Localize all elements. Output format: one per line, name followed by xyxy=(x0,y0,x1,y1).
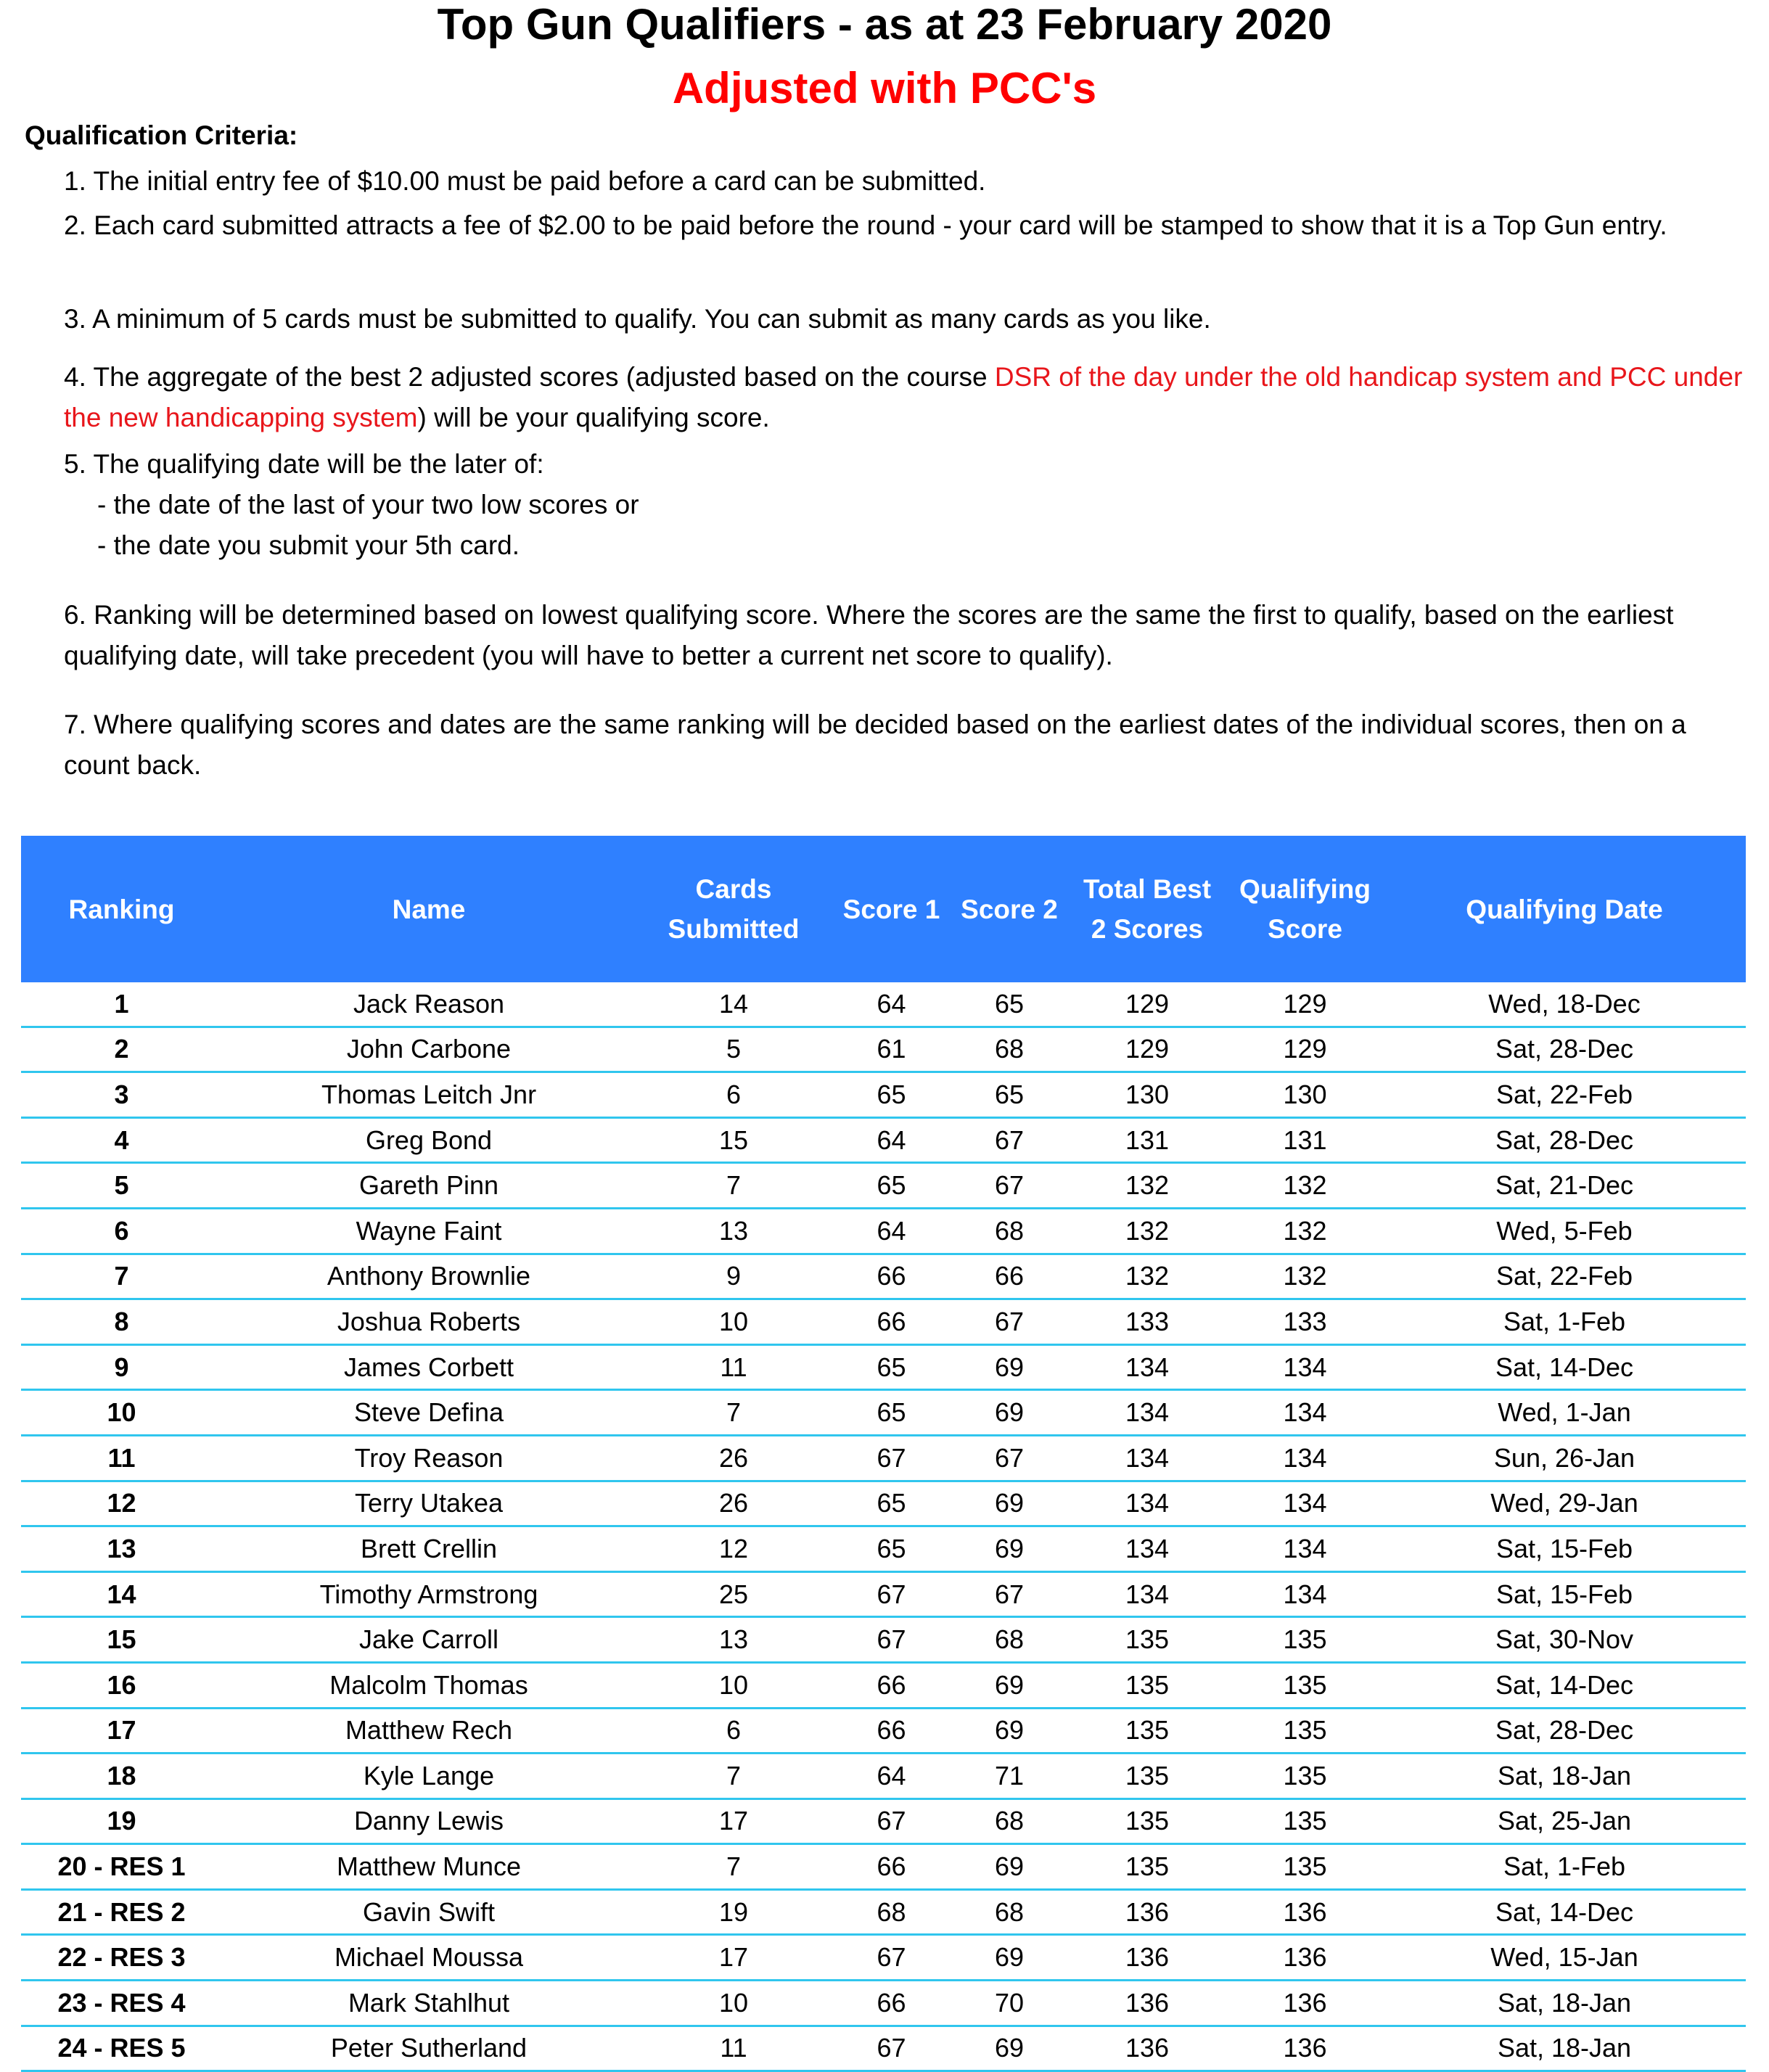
cell-cards-submitted: 26 xyxy=(636,1435,832,1481)
cell-qualifying-score: 134 xyxy=(1227,1571,1383,1617)
cell-name: Jake Carroll xyxy=(222,1617,636,1663)
cell-name: John Carbone xyxy=(222,1027,636,1072)
cell-cards-submitted: 14 xyxy=(636,982,832,1027)
table-row xyxy=(21,2026,1746,2071)
cell-cards-submitted: 9 xyxy=(636,1254,832,1299)
cell-total-best: 132 xyxy=(1067,1163,1227,1209)
cell-score-1: 66 xyxy=(832,1981,951,2026)
cell-score-2: 67 xyxy=(951,1163,1067,1209)
table-row xyxy=(21,1163,1746,1209)
cell-name: Anthony Brownlie xyxy=(222,1254,636,1299)
cell-cards-submitted: 10 xyxy=(636,1299,832,1345)
cell-total-best: 131 xyxy=(1067,1117,1227,1163)
cell-name: Timothy Armstrong xyxy=(222,1571,636,1617)
table-row xyxy=(21,1208,1746,1254)
criteria-item-5a: - the date of the last of your two low scores or xyxy=(97,490,639,519)
cell-score-1: 65 xyxy=(832,1526,951,1572)
cell-ranking: 6 xyxy=(21,1208,222,1254)
cell-name: Steve Defina xyxy=(222,1390,636,1436)
header-ranking: Ranking xyxy=(21,836,222,982)
cell-total-best: 134 xyxy=(1067,1435,1227,1481)
table-row xyxy=(21,982,1746,1027)
header-qualifying-date: Qualifying Date xyxy=(1383,836,1746,982)
cell-qualifying-score: 134 xyxy=(1227,1481,1383,1526)
cell-total-best: 129 xyxy=(1067,982,1227,1027)
cell-score-2: 69 xyxy=(951,1526,1067,1572)
cell-name: Peter Sutherland xyxy=(222,2026,636,2071)
cell-score-1: 67 xyxy=(832,1935,951,1981)
cell-qualifying-score: 134 xyxy=(1227,1526,1383,1572)
cell-qualifying-score: 135 xyxy=(1227,1708,1383,1754)
cell-cards-submitted: 5 xyxy=(636,1027,832,1072)
cell-total-best: 134 xyxy=(1067,1526,1227,1572)
table-row xyxy=(21,1435,1746,1481)
cell-cards-submitted: 25 xyxy=(636,1571,832,1617)
cell-qualifying-score: 135 xyxy=(1227,1662,1383,1708)
criteria-item-4-highlight: DSR of the day under the old handicap system and PCC under the new handicapping system xyxy=(64,362,1743,432)
cell-score-2: 65 xyxy=(951,982,1067,1027)
table-row xyxy=(21,1662,1746,1708)
cell-qualifying-date: Sat, 28-Dec xyxy=(1383,1708,1746,1754)
cell-cards-submitted: 11 xyxy=(636,1344,832,1390)
cell-score-1: 65 xyxy=(832,1072,951,1118)
cell-name: Malcolm Thomas xyxy=(222,1662,636,1708)
cell-score-2: 68 xyxy=(951,1208,1067,1254)
cell-total-best: 132 xyxy=(1067,1254,1227,1299)
cell-qualifying-score: 136 xyxy=(1227,1981,1383,2026)
cell-total-best: 135 xyxy=(1067,1617,1227,1663)
cell-total-best: 134 xyxy=(1067,1571,1227,1617)
criteria-item-1: 1. The initial entry fee of $10.00 must be paid before a card can be submitted. xyxy=(64,166,986,196)
cell-ranking: 8 xyxy=(21,1299,222,1345)
cell-ranking: 15 xyxy=(21,1617,222,1663)
cell-ranking: 23 - RES 4 xyxy=(21,1981,222,2026)
cell-cards-submitted: 6 xyxy=(636,1708,832,1754)
table-row xyxy=(21,1344,1746,1390)
table-row xyxy=(21,1072,1746,1118)
cell-ranking: 13 xyxy=(21,1526,222,1572)
cell-qualifying-date: Sun, 26-Jan xyxy=(1383,1435,1746,1481)
cell-name: Brett Crellin xyxy=(222,1526,636,1572)
cell-qualifying-date: Sat, 18-Jan xyxy=(1383,2026,1746,2071)
table-row xyxy=(21,1117,1746,1163)
table-row xyxy=(21,1708,1746,1754)
cell-qualifying-date: Sat, 15-Feb xyxy=(1383,1571,1746,1617)
page-subtitle: Adjusted with PCC's xyxy=(672,64,1097,112)
cell-name: Danny Lewis xyxy=(222,1798,636,1844)
table-body xyxy=(21,982,1746,2071)
cell-cards-submitted: 19 xyxy=(636,1889,832,1935)
cell-name: Gavin Swift xyxy=(222,1889,636,1935)
cell-name: Mark Stahlhut xyxy=(222,1981,636,2026)
cell-ranking: 2 xyxy=(21,1027,222,1072)
cell-total-best: 129 xyxy=(1067,1027,1227,1072)
cell-qualifying-score: 135 xyxy=(1227,1754,1383,1799)
cell-qualifying-score: 134 xyxy=(1227,1344,1383,1390)
cell-qualifying-score: 131 xyxy=(1227,1117,1383,1163)
cell-score-1: 67 xyxy=(832,2026,951,2071)
cell-score-1: 67 xyxy=(832,1617,951,1663)
cell-score-2: 67 xyxy=(951,1299,1067,1345)
cell-score-2: 66 xyxy=(951,1254,1067,1299)
cell-qualifying-date: Sat, 21-Dec xyxy=(1383,1163,1746,1209)
cell-cards-submitted: 26 xyxy=(636,1481,832,1526)
cell-qualifying-date: Sat, 15-Feb xyxy=(1383,1526,1746,1572)
cell-ranking: 16 xyxy=(21,1662,222,1708)
cell-name: Terry Utakea xyxy=(222,1481,636,1526)
cell-score-1: 65 xyxy=(832,1163,951,1209)
cell-ranking: 19 xyxy=(21,1798,222,1844)
cell-cards-submitted: 15 xyxy=(636,1117,832,1163)
table-row xyxy=(21,1027,1746,1072)
table-header-row xyxy=(21,836,1746,982)
table-row xyxy=(21,1844,1746,1890)
cell-ranking: 21 - RES 2 xyxy=(21,1889,222,1935)
cell-qualifying-score: 134 xyxy=(1227,1390,1383,1436)
cell-total-best: 135 xyxy=(1067,1798,1227,1844)
cell-qualifying-score: 129 xyxy=(1227,1027,1383,1072)
cell-cards-submitted: 10 xyxy=(636,1981,832,2026)
cell-name: Jack Reason xyxy=(222,982,636,1027)
cell-score-2: 69 xyxy=(951,1390,1067,1436)
cell-score-2: 69 xyxy=(951,2026,1067,2071)
page-title: Top Gun Qualifiers - as at 23 February 2020 xyxy=(437,0,1332,49)
header-qualifying-score: Qualifying Score xyxy=(1227,836,1383,982)
cell-qualifying-date: Sat, 28-Dec xyxy=(1383,1027,1746,1072)
cell-qualifying-date: Sat, 22-Feb xyxy=(1383,1072,1746,1118)
cell-ranking: 14 xyxy=(21,1571,222,1617)
cell-name: Joshua Roberts xyxy=(222,1299,636,1345)
criteria-item-4-text-end: ) will be your qualifying score. xyxy=(417,403,770,432)
cell-total-best: 134 xyxy=(1067,1390,1227,1436)
cell-total-best: 136 xyxy=(1067,1935,1227,1981)
cell-qualifying-date: Wed, 5-Feb xyxy=(1383,1208,1746,1254)
criteria-item-4 xyxy=(64,357,1747,438)
table-row xyxy=(21,1481,1746,1526)
cell-cards-submitted: 13 xyxy=(636,1617,832,1663)
cell-qualifying-score: 132 xyxy=(1227,1163,1383,1209)
table-row xyxy=(21,1526,1746,1572)
cell-ranking: 9 xyxy=(21,1344,222,1390)
cell-name: Michael Moussa xyxy=(222,1935,636,1981)
cell-name: Kyle Lange xyxy=(222,1754,636,1799)
cell-score-1: 64 xyxy=(832,1754,951,1799)
cell-score-2: 69 xyxy=(951,1708,1067,1754)
cell-name: James Corbett xyxy=(222,1344,636,1390)
cell-name: Thomas Leitch Jnr xyxy=(222,1072,636,1118)
cell-name: Gareth Pinn xyxy=(222,1163,636,1209)
criteria-item-2: 2. Each card submitted attracts a fee of $2.00 to be paid before the round - your card will be stamped to show that it is a Top Gun entry. xyxy=(64,210,1667,240)
table-row xyxy=(21,1571,1746,1617)
cell-name: Troy Reason xyxy=(222,1435,636,1481)
cell-qualifying-date: Wed, 1-Jan xyxy=(1383,1390,1746,1436)
table-row xyxy=(21,1889,1746,1935)
cell-ranking: 1 xyxy=(21,982,222,1027)
criteria-heading: Qualification Criteria: xyxy=(25,120,298,150)
cell-score-2: 67 xyxy=(951,1571,1067,1617)
cell-score-2: 69 xyxy=(951,1935,1067,1981)
cell-ranking: 18 xyxy=(21,1754,222,1799)
cell-score-2: 68 xyxy=(951,1798,1067,1844)
cell-ranking: 4 xyxy=(21,1117,222,1163)
cell-score-1: 64 xyxy=(832,1208,951,1254)
table-row xyxy=(21,1390,1746,1436)
cell-qualifying-date: Sat, 22-Feb xyxy=(1383,1254,1746,1299)
cell-score-1: 68 xyxy=(832,1889,951,1935)
cell-total-best: 135 xyxy=(1067,1754,1227,1799)
cell-qualifying-date: Sat, 30-Nov xyxy=(1383,1617,1746,1663)
cell-score-2: 69 xyxy=(951,1662,1067,1708)
criteria-item-3: 3. A minimum of 5 cards must be submitted to qualify. You can submit as many cards as you like. xyxy=(64,304,1211,334)
cell-qualifying-score: 136 xyxy=(1227,1889,1383,1935)
header-total-best: Total Best 2 Scores xyxy=(1067,836,1227,982)
cell-score-2: 71 xyxy=(951,1754,1067,1799)
cell-qualifying-score: 135 xyxy=(1227,1844,1383,1890)
cell-qualifying-score: 136 xyxy=(1227,2026,1383,2071)
criteria-item-6: 6. Ranking will be determined based on lowest qualifying score. Where the scores are the same the first to qualify, based on the earliest qualifying date, will take precedent (you will have to better a current net score to qualify). xyxy=(64,600,1674,670)
header-name: Name xyxy=(222,836,636,982)
cell-cards-submitted: 13 xyxy=(636,1208,832,1254)
cell-cards-submitted: 7 xyxy=(636,1844,832,1890)
cell-qualifying-date: Sat, 28-Dec xyxy=(1383,1117,1746,1163)
cell-qualifying-date: Sat, 18-Jan xyxy=(1383,1981,1746,2026)
qualifiers-table xyxy=(21,836,1746,2072)
cell-score-1: 66 xyxy=(832,1254,951,1299)
cell-qualifying-date: Wed, 29-Jan xyxy=(1383,1481,1746,1526)
cell-ranking: 22 - RES 3 xyxy=(21,1935,222,1981)
cell-ranking: 3 xyxy=(21,1072,222,1118)
cell-score-1: 65 xyxy=(832,1481,951,1526)
cell-total-best: 134 xyxy=(1067,1481,1227,1526)
cell-total-best: 136 xyxy=(1067,1889,1227,1935)
cell-score-2: 67 xyxy=(951,1117,1067,1163)
cell-name: Matthew Munce xyxy=(222,1844,636,1890)
cell-ranking: 17 xyxy=(21,1708,222,1754)
cell-score-2: 65 xyxy=(951,1072,1067,1118)
criteria-item-4-text: 4. The aggregate of the best 2 adjusted scores (adjusted based on the course xyxy=(64,362,995,392)
cell-cards-submitted: 7 xyxy=(636,1390,832,1436)
cell-score-1: 66 xyxy=(832,1662,951,1708)
cell-score-1: 65 xyxy=(832,1344,951,1390)
cell-qualifying-date: Sat, 14-Dec xyxy=(1383,1889,1746,1935)
cell-ranking: 24 - RES 5 xyxy=(21,2026,222,2071)
cell-score-2: 68 xyxy=(951,1027,1067,1072)
cell-qualifying-date: Sat, 1-Feb xyxy=(1383,1299,1746,1345)
cell-total-best: 136 xyxy=(1067,1981,1227,2026)
cell-cards-submitted: 11 xyxy=(636,2026,832,2071)
cell-name: Matthew Rech xyxy=(222,1708,636,1754)
header-score-1: Score 1 xyxy=(832,836,951,982)
cell-score-2: 69 xyxy=(951,1844,1067,1890)
cell-score-2: 70 xyxy=(951,1981,1067,2026)
cell-total-best: 133 xyxy=(1067,1299,1227,1345)
cell-total-best: 134 xyxy=(1067,1344,1227,1390)
cell-score-1: 66 xyxy=(832,1299,951,1345)
cell-cards-submitted: 10 xyxy=(636,1662,832,1708)
cell-score-1: 64 xyxy=(832,1117,951,1163)
cell-total-best: 132 xyxy=(1067,1208,1227,1254)
table-row xyxy=(21,1935,1746,1981)
table-row xyxy=(21,1617,1746,1663)
cell-name: Wayne Faint xyxy=(222,1208,636,1254)
cell-qualifying-date: Wed, 15-Jan xyxy=(1383,1935,1746,1981)
cell-score-2: 67 xyxy=(951,1435,1067,1481)
cell-qualifying-score: 132 xyxy=(1227,1254,1383,1299)
cell-ranking: 7 xyxy=(21,1254,222,1299)
table-row xyxy=(21,1299,1746,1345)
table-row xyxy=(21,1798,1746,1844)
cell-qualifying-score: 129 xyxy=(1227,982,1383,1027)
cell-score-1: 64 xyxy=(832,982,951,1027)
cell-cards-submitted: 12 xyxy=(636,1526,832,1572)
cell-score-2: 69 xyxy=(951,1344,1067,1390)
cell-total-best: 136 xyxy=(1067,2026,1227,2071)
cell-qualifying-date: Wed, 18-Dec xyxy=(1383,982,1746,1027)
cell-qualifying-score: 135 xyxy=(1227,1617,1383,1663)
cell-qualifying-date: Sat, 1-Feb xyxy=(1383,1844,1746,1890)
cell-qualifying-date: Sat, 14-Dec xyxy=(1383,1344,1746,1390)
cell-score-2: 68 xyxy=(951,1617,1067,1663)
cell-ranking: 20 - RES 1 xyxy=(21,1844,222,1890)
cell-ranking: 10 xyxy=(21,1390,222,1436)
table-row xyxy=(21,1254,1746,1299)
cell-score-2: 69 xyxy=(951,1481,1067,1526)
cell-total-best: 135 xyxy=(1067,1708,1227,1754)
cell-score-1: 65 xyxy=(832,1390,951,1436)
table-row xyxy=(21,1981,1746,2026)
cell-qualifying-score: 133 xyxy=(1227,1299,1383,1345)
criteria-item-5b: - the date you submit your 5th card. xyxy=(97,530,520,560)
criteria-item-7: 7. Where qualifying scores and dates are the same ranking will be decided based on the earliest dates of the individual scores, then on a count back. xyxy=(64,710,1686,780)
cell-score-1: 67 xyxy=(832,1798,951,1844)
cell-total-best: 135 xyxy=(1067,1844,1227,1890)
cell-qualifying-score: 130 xyxy=(1227,1072,1383,1118)
cell-score-1: 67 xyxy=(832,1435,951,1481)
cell-cards-submitted: 6 xyxy=(636,1072,832,1118)
cell-total-best: 130 xyxy=(1067,1072,1227,1118)
cell-qualifying-date: Sat, 25-Jan xyxy=(1383,1798,1746,1844)
cell-score-1: 66 xyxy=(832,1708,951,1754)
cell-score-1: 66 xyxy=(832,1844,951,1890)
cell-qualifying-date: Sat, 18-Jan xyxy=(1383,1754,1746,1799)
cell-cards-submitted: 7 xyxy=(636,1163,832,1209)
cell-total-best: 135 xyxy=(1067,1662,1227,1708)
cell-cards-submitted: 7 xyxy=(636,1754,832,1799)
cell-qualifying-score: 136 xyxy=(1227,1935,1383,1981)
cell-ranking: 11 xyxy=(21,1435,222,1481)
cell-score-1: 61 xyxy=(832,1027,951,1072)
cell-qualifying-score: 135 xyxy=(1227,1798,1383,1844)
cell-score-1: 67 xyxy=(832,1571,951,1617)
cell-qualifying-score: 134 xyxy=(1227,1435,1383,1481)
criteria-item-5: 5. The qualifying date will be the later of: xyxy=(64,449,544,479)
cell-name: Greg Bond xyxy=(222,1117,636,1163)
cell-cards-submitted: 17 xyxy=(636,1798,832,1844)
header-score-2: Score 2 xyxy=(951,836,1067,982)
cell-qualifying-date: Sat, 14-Dec xyxy=(1383,1662,1746,1708)
table-row xyxy=(21,1754,1746,1799)
cell-ranking: 12 xyxy=(21,1481,222,1526)
header-cards-submitted: Cards Submitted xyxy=(636,836,832,982)
cell-ranking: 5 xyxy=(21,1163,222,1209)
cell-cards-submitted: 17 xyxy=(636,1935,832,1981)
cell-qualifying-score: 132 xyxy=(1227,1208,1383,1254)
cell-score-2: 68 xyxy=(951,1889,1067,1935)
